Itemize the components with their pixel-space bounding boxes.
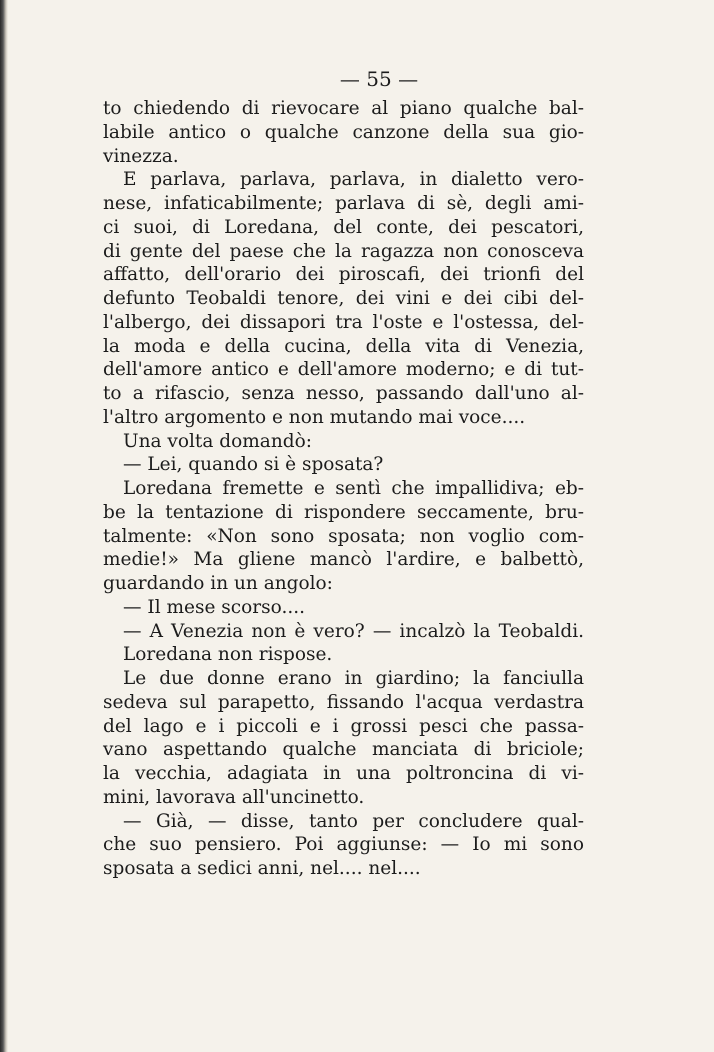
text-line: ci suoi, di Loredana, del conte, dei pescatori,	[103, 216, 584, 238]
text-line: mini, lavorava all'uncinetto.	[103, 786, 365, 808]
text-line: labile antico o qualche canzone della sua gio-	[103, 121, 584, 143]
text-line: dell'amore antico e dell'amore moderno; e di tut-	[103, 359, 584, 381]
text-line: del lago e i piccoli e i grossi pesci che passa-	[103, 715, 584, 737]
page-binding-edge	[0, 0, 8, 1052]
text-line: sposata a sedici anni, nel.... nel....	[103, 858, 421, 879]
text-line: guardando in un angolo:	[103, 573, 333, 594]
text-line: — A Venezia non è vero? — incalzò la Teobaldi.	[123, 620, 584, 642]
text-line: vano aspettando qualche manciata di briciole;	[103, 739, 584, 761]
page-number: — 55 —	[339, 67, 419, 91]
text-line: affatto, dell'orario dei piroscafi, dei trionfi del	[103, 264, 584, 286]
text-line: la vecchia, adagiata in una poltroncina di vi-	[103, 763, 584, 784]
text-line: E parlava, parlava, parlava, in dialetto vero-	[123, 169, 584, 191]
text-line: — Il mese scorso....	[123, 596, 305, 618]
text-line: Una volta domandò:	[123, 430, 312, 452]
text-line: di gente del paese che la ragazza non conosceva	[103, 240, 584, 262]
text-line: vinezza.	[103, 145, 179, 167]
text-line: nese, infaticabilmente; parlava di sè, degli ami-	[103, 193, 584, 214]
text-line: l'altro argomento e non mutando mai voce....	[103, 406, 526, 428]
text-line: to chiedendo di rievocare al piano qualche bal-	[103, 98, 584, 119]
text-line: defunto Teobaldi tenore, dei vini e dei cibi del-	[103, 288, 584, 309]
text-line: Loredana non rispose.	[123, 644, 333, 666]
text-line: che suo pensiero. Poi aggiunse: — Io mi sono	[103, 834, 584, 856]
body-text	[103, 97, 584, 881]
text-line: la moda e della cucina, della vita di Venezia,	[103, 335, 584, 357]
text-line: sedeva sul parapetto, fissando l'acqua verdastra	[103, 691, 584, 713]
text-line: — Lei, quando si è sposata?	[123, 454, 384, 476]
text-line: l'albergo, dei dissapori tra l'oste e l'ostessa, del-	[103, 311, 584, 333]
text-line: to a rifascio, senza nesso, passando dall'uno al-	[103, 383, 584, 404]
text-line: Le due donne erano in giardino; la fanciulla	[123, 668, 584, 689]
text-line: be la tentazione di rispondere seccamente, bru-	[103, 501, 584, 523]
text-line: — Già, — disse, tanto per concludere qual-	[123, 810, 584, 832]
text-line: medie!» Ma gliene mancò l'ardire, e balbettò,	[103, 549, 584, 571]
text-line: talmente: «Non sono sposata; non voglio com-	[103, 525, 584, 547]
text-line: Loredana fremette e sentì che impallidiva; eb-	[123, 478, 584, 499]
